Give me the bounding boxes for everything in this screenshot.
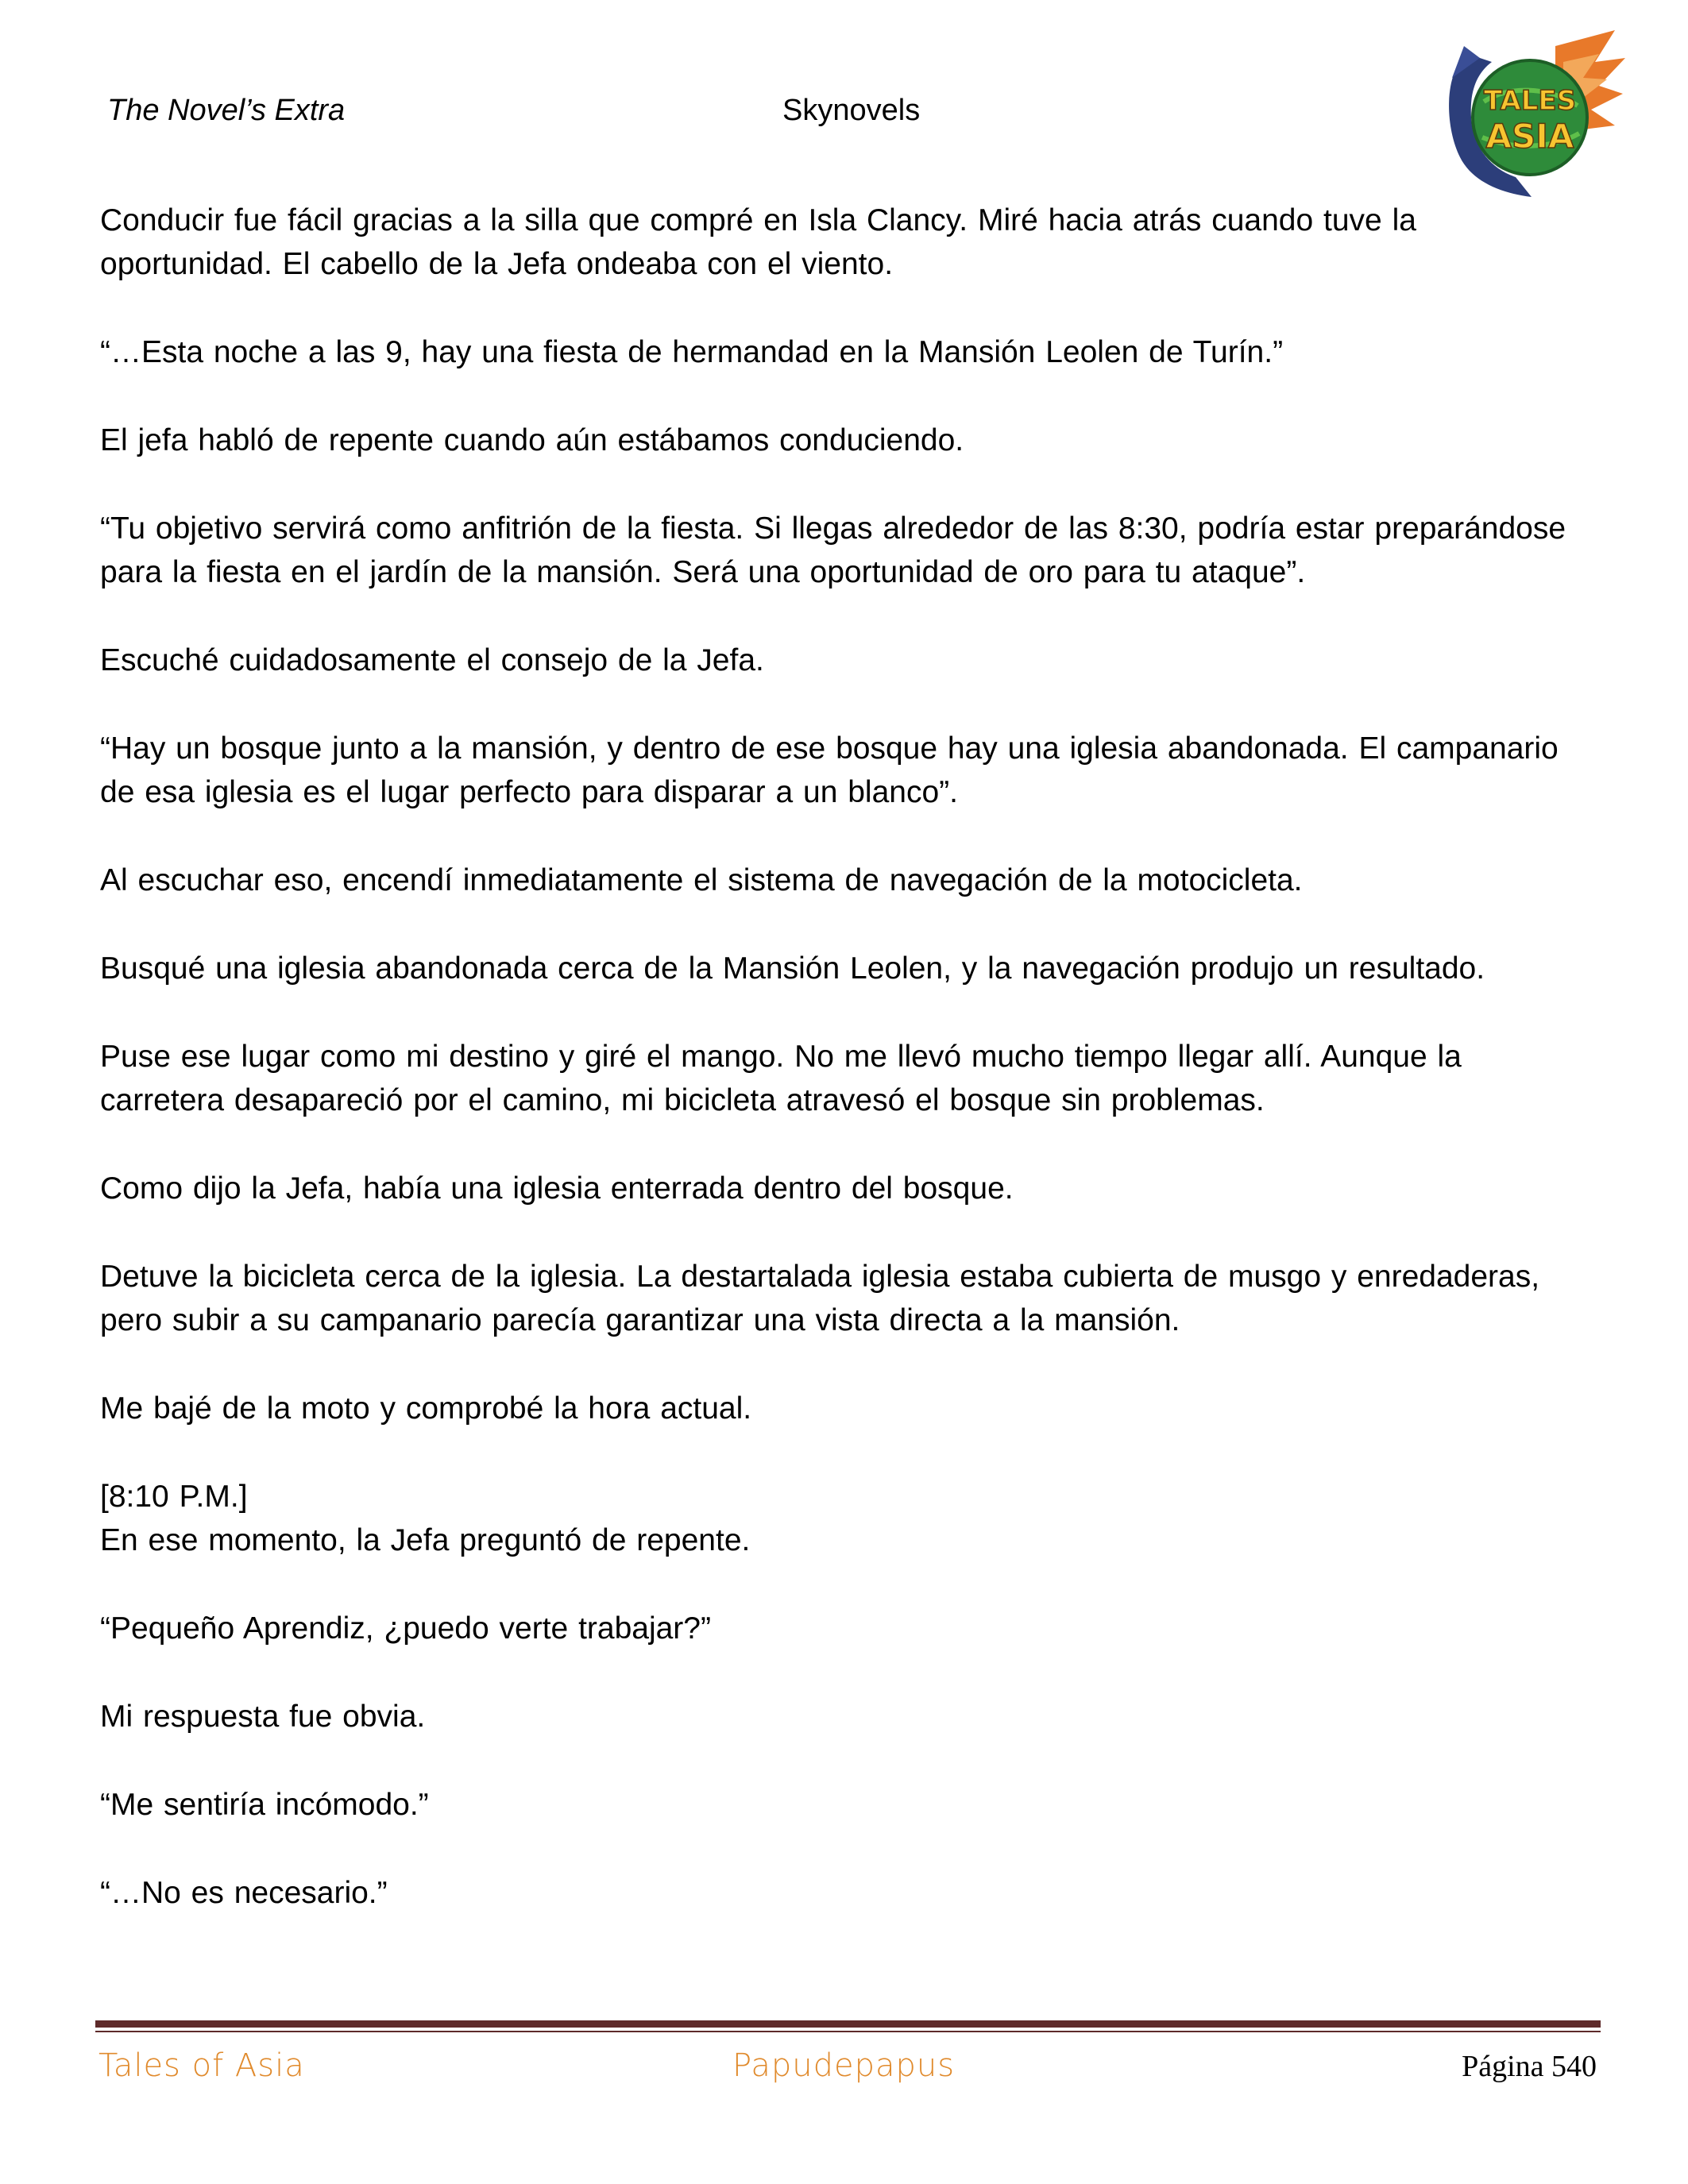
footer-divider-thin	[95, 2031, 1601, 2032]
paragraph: “Me sentiría incómodo.”	[100, 1788, 429, 1822]
paragraph: Me bajé de la moto y comprobé la hora actual.	[100, 1391, 752, 1426]
svg-text:TALES: TALES	[1483, 85, 1577, 117]
paragraph: “…Esta noche a las 9, hay una fiesta de hermandad en la Mansión Leolen de Turín.”	[100, 335, 1284, 369]
paragraph: En ese momento, la Jefa preguntó de repente.	[100, 1523, 751, 1557]
paragraph: El jefa habló de repente cuando aún estábamos conduciendo.	[100, 423, 964, 457]
footer-site-name: Tales of Asia	[98, 2047, 305, 2084]
paragraph: Como dijo la Jefa, había una iglesia enterrada dentro del bosque.	[100, 1171, 1014, 1206]
time-readout: [8:10 P.M.]	[100, 1480, 248, 1514]
paragraph: Escuché cuidadosamente el consejo de la Jefa.	[100, 643, 764, 677]
paragraph: “Hay un bosque junto a la mansión, y dentro de ese bosque hay una iglesia abandonada. El campanario de esa iglesia es el lugar perfecto para disparar a un blanco”.	[100, 731, 1559, 809]
paragraph: Detuve la bicicleta cerca de la iglesia. La destartalada iglesia estaba cubierta de musgo y enredaderas, pero subir a su campanario parecía garantizar una vista directa a la mansión.	[100, 1260, 1540, 1337]
chapter-body	[100, 199, 1593, 1959]
paragraph: Conducir fue fácil gracias a la silla que compré en Isla Clancy. Miré hacia atrás cuando tuve la oportunidad. El cabello de la Jefa ondeaba con el viento.	[100, 203, 1416, 281]
paragraph: Busqué una iglesia abandonada cerca de la Mansión Leolen, y la navegación produjo un resultado.	[100, 951, 1485, 986]
footer-translator: Papudepapus	[732, 2047, 956, 2084]
paragraph: “Pequeño Aprendiz, ¿puedo verte trabajar?”	[100, 1611, 711, 1646]
paragraph: “…No es necesario.”	[100, 1876, 388, 1910]
footer-divider	[95, 2020, 1601, 2028]
site-name: Skynovels	[782, 94, 921, 127]
page-number: Página 540	[1462, 2050, 1597, 2083]
book-title: The Novel’s Extra	[107, 94, 346, 127]
tales-of-asia-logo	[1436, 30, 1627, 201]
paragraph: Mi respuesta fue obvia.	[100, 1700, 426, 1734]
svg-text:ASIA: ASIA	[1485, 117, 1574, 156]
paragraph: Al escuchar eso, encendí inmediatamente el sistema de navegación de la motocicleta.	[100, 863, 1303, 897]
paragraph: “Tu objetivo servirá como anfitrión de la fiesta. Si llegas alrededor de las 8:30, podría estar preparándose para la fiesta en el jardín de la mansión. Será una oportunidad de oro para tu ataque”.	[100, 511, 1566, 589]
paragraph: Puse ese lugar como mi destino y giré el mango. No me llevó mucho tiempo llegar allí. Aunque la carretera desapareció por el camino, mi bicicleta atravesó el bosque sin problemas.	[100, 1040, 1462, 1117]
